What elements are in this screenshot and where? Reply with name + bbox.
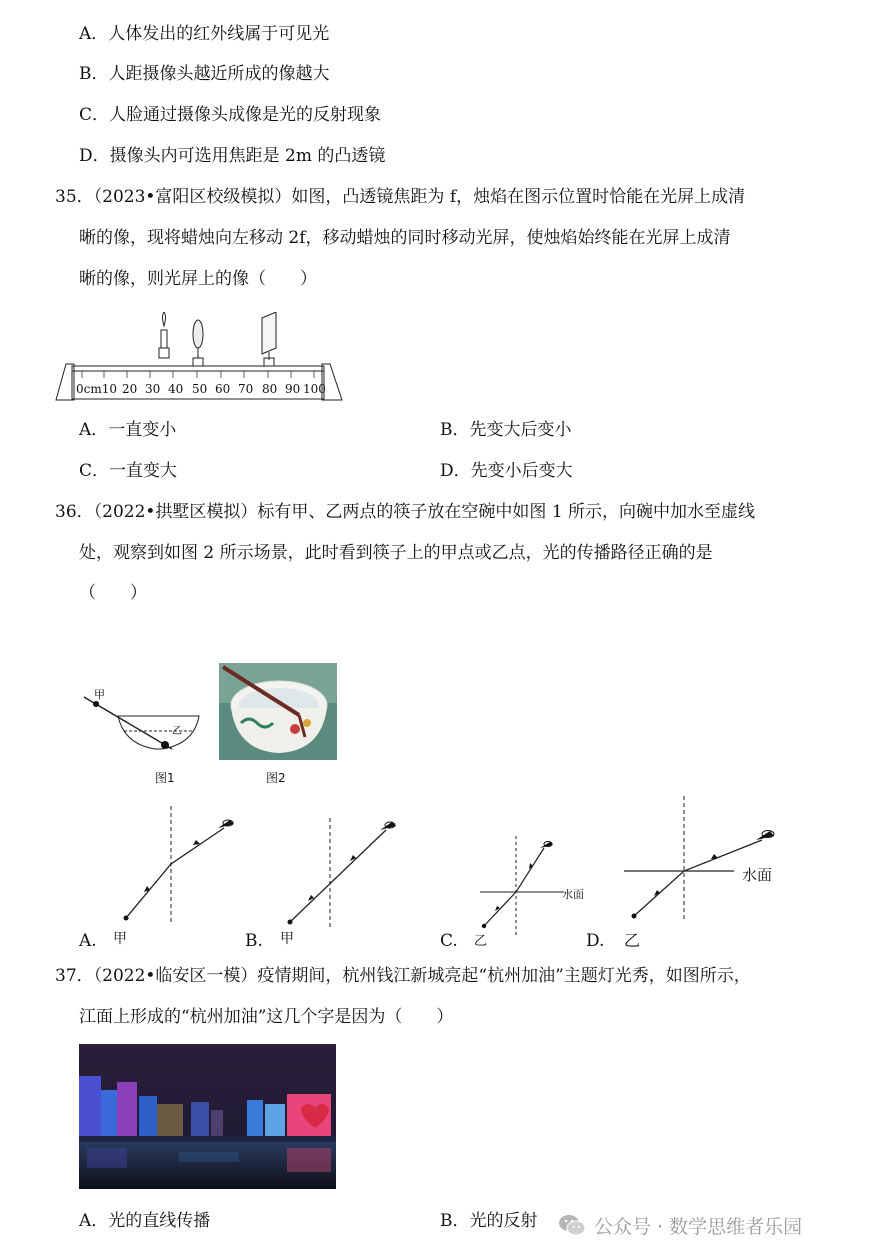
q36-diagram-b [280,818,400,930]
q36-option-d-water-surface: 水面 [742,866,773,884]
q36-option-d-label: D. [586,931,605,951]
q36-option-b-point: 甲 [280,931,294,947]
ruler-label-90: 90 [285,382,301,396]
q36-stem-line-2: 处，观察到如图 2 所示场景，此时看到筷子上的甲点或乙点，光的传播路径正确的是 [79,543,713,563]
ruler-label-0: 0cm10 [76,382,118,396]
ruler-label-20: 20 [122,382,138,396]
figure-2-bowl-photo [219,663,337,760]
light-screen [262,312,276,366]
fig1-point-jia-label: 甲 [94,688,105,701]
wechat-icon [558,1213,586,1237]
ruler-label-50: 50 [192,382,208,396]
fig1-point-yi-label: 乙 [172,726,182,737]
ruler-label-70: 70 [238,382,254,396]
ruler-label-100: 100 [303,382,326,396]
q34-option-d: D．摄像头内可选用焦距是 2m 的凸透镜 [79,146,386,166]
q37-option-a: A．光的直线传播 [79,1211,211,1231]
q35-option-a: A．一直变小 [79,420,177,440]
figure-1-caption: 图1 [155,771,175,785]
q37-option-b: B．光的反射 [440,1211,538,1231]
optical-bench-figure [52,312,348,404]
q37-stem-line-1: 37．（2022•临安区一模）疫情期间，杭州钱江新城亮起“杭州加油”主题灯光秀，如图所示， [55,966,751,986]
ruler-label-80: 80 [262,382,278,396]
convex-lens [193,320,203,366]
q35-option-b: B．先变大后变小 [440,420,572,440]
q36-option-a-point: 甲 [113,931,127,947]
watermark-text: 公众号 · 数学思维者乐园 [594,1215,803,1238]
q37-light-show-photo [79,1044,336,1189]
q34-option-b: B．人距摄像头越近所成的像越大 [79,64,330,84]
q36-option-d-point: 乙 [624,931,641,950]
q36-diagram-d [622,796,782,922]
ruler-label-60: 60 [215,382,231,396]
ruler-label-30: 30 [145,382,161,396]
q34-option-c: C．人脸通过摄像头成像是光的反射现象 [79,105,382,125]
bench-rail [72,366,324,371]
q35-stem-line-2: 晰的像，现将蜡烛向左移动 2f，移动蜡烛的同时移动光屏，使烛焰始终能在光屏上成清 [79,228,731,248]
bench-left-stand [56,364,74,400]
ruler-label-40: 40 [168,382,184,396]
q36-stem-line-1: 36．（2022•拱墅区模拟）标有甲、乙两点的筷子放在空碗中如图 1 所示，向碗中加水至虚线 [55,502,756,522]
q35-stem-line-3: 晰的像，则光屏上的像（ ） [79,269,317,289]
q36-diagram-c [478,836,564,936]
q36-option-c-point: 乙 [474,934,488,949]
q35-option-d: D．先变小后变大 [440,461,573,481]
q37-stem-line-2: 江面上形成的“杭州加油”这几个字是因为（ ） [79,1007,454,1027]
q36-diagram-a [110,806,245,926]
q36-stem-line-3: （ ） [79,583,147,603]
q36-option-c-water-surface: 水面 [562,888,584,901]
q35-stem-line-1: 35．（2023•富阳区校级模拟）如图，凸透镜焦距为 f，烛焰在图示位置时恰能在光屏上成清 [55,187,746,207]
q36-option-b-label: B. [245,931,263,951]
q34-option-a: A．人体发出的红外线属于可见光 [79,24,330,44]
figure-2-caption: 图2 [266,771,286,785]
q36-option-a-label: A. [79,931,97,951]
figure-1-bowl-diagram [80,686,205,760]
wechat-watermark [558,1208,878,1242]
q36-option-c-label: C. [440,931,458,951]
q35-option-c: C．一直变大 [79,461,178,481]
candle [159,312,169,358]
